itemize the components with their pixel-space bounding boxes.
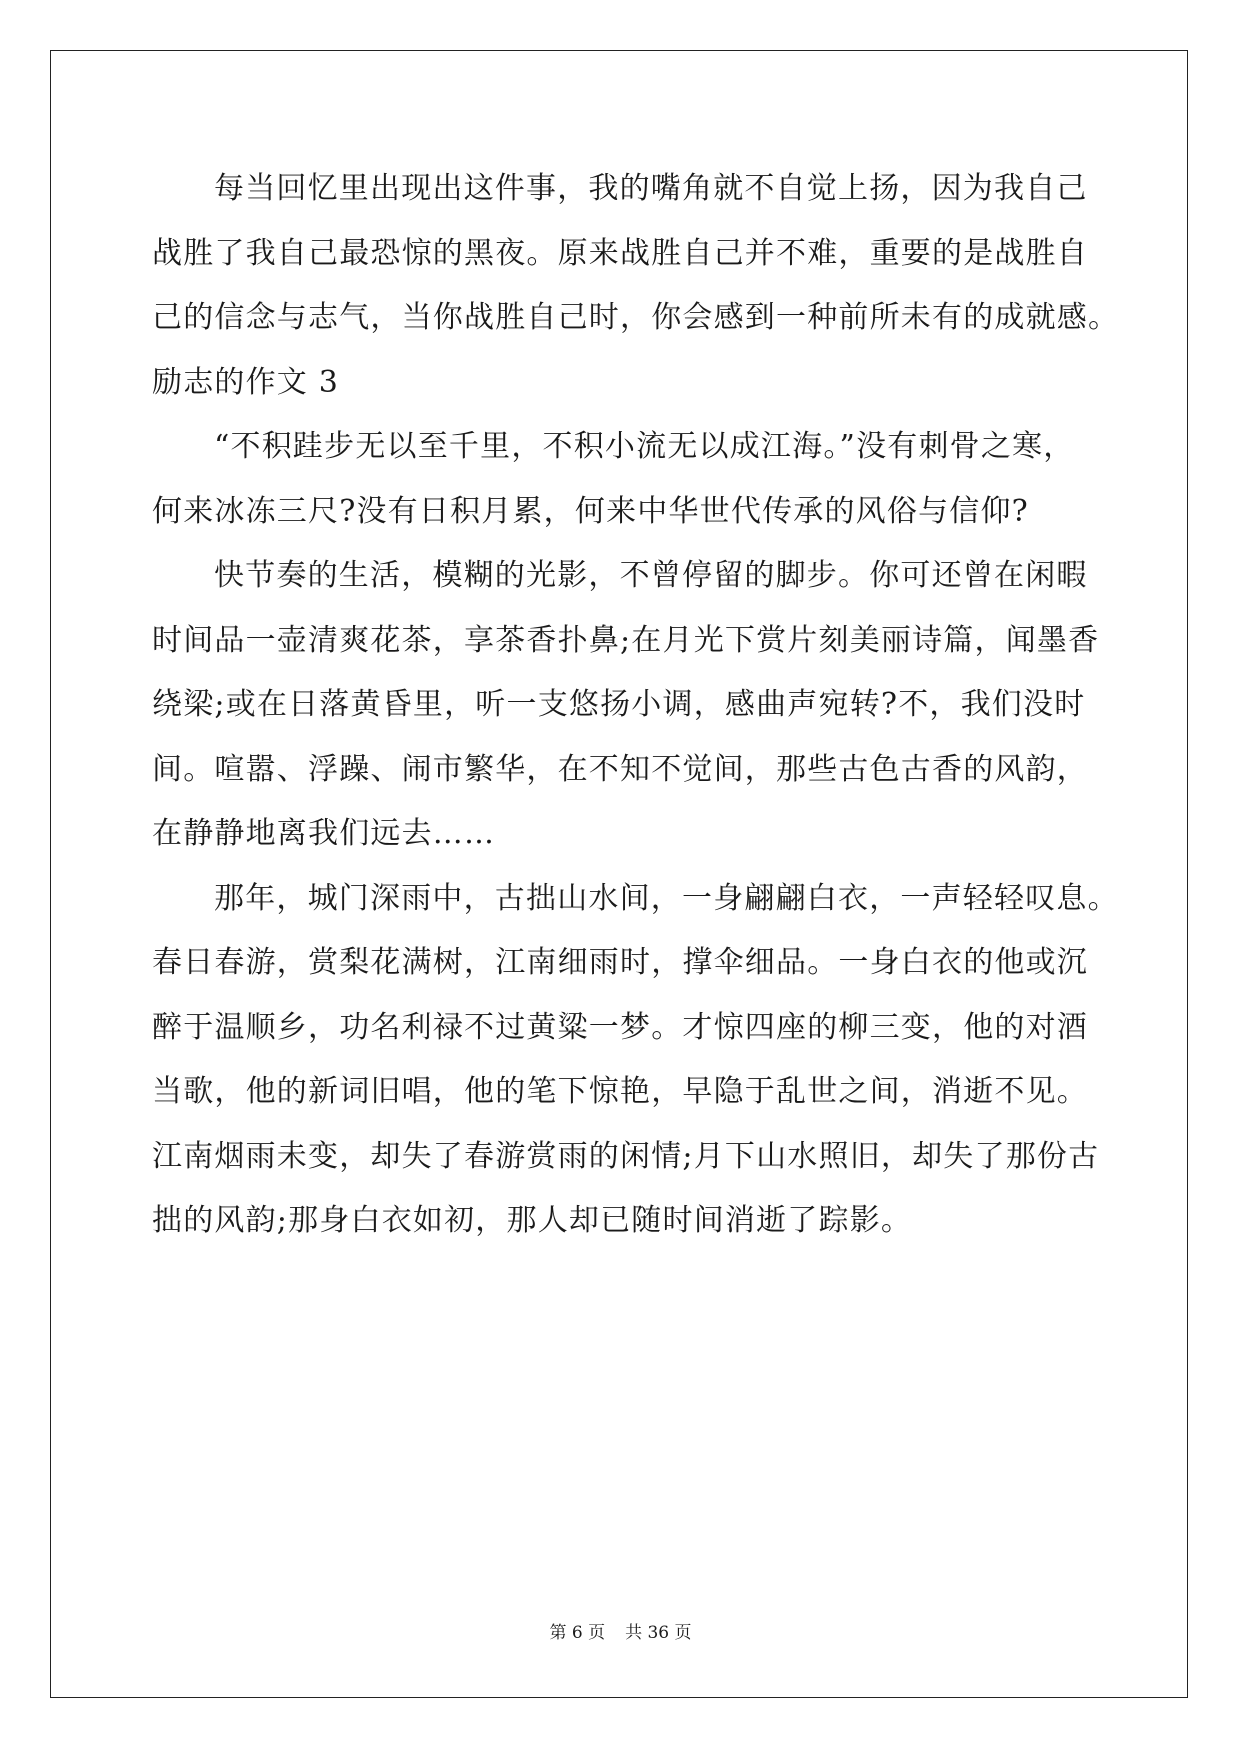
text-line: 江南烟雨未变，却失了春游赏雨的闲情;月下山水照旧，却失了那份古 (152, 1138, 1100, 1174)
text-line: 每当回忆里出现出这件事，我的嘴角就不自觉上扬，因为我自己 (214, 171, 1088, 206)
page-footer (0, 1618, 1241, 1643)
page-total: 共 36 页 (625, 1623, 692, 1643)
text-line: 何来冰冻三尺?没有日积月累，何来中华世代传承的风俗与信仰? (152, 493, 1029, 529)
page-number: 第 6 页 (549, 1623, 606, 1643)
text-line: 当歌，他的新词旧唱，他的笔下惊艳，早隐于乱世之间，消逝不见。 (152, 1074, 1088, 1109)
text-line: 绕梁;或在日落黄昏里，听一支悠扬小调，感曲声宛转?不，我们没时 (152, 687, 1086, 722)
text-line: 拙的风韵;那身白衣如初，那人却已随时间消逝了踪影。 (152, 1203, 913, 1238)
text-line: 励志的作文 3 (152, 364, 340, 400)
text-line: 醉于温顺乡，功名利禄不过黄粱一梦。才惊四座的柳三变，他的对酒 (152, 1009, 1088, 1045)
text-line: 在静静地离我们远去…… (152, 816, 496, 851)
document-body (152, 157, 1120, 1254)
text-line: 己的信念与志气，当你战胜自己时，你会感到一种前所未有的成就感。 (152, 300, 1120, 335)
text-line: “不积跬步无以至千里，不积小流无以成江海。”没有刺骨之寒， (214, 429, 1075, 464)
text-line: 时间品一壶清爽花茶，享茶香扑鼻;在月光下赏片刻美丽诗篇，闻墨香 (152, 622, 1100, 658)
text-line: 战胜了我自己最恐惊的黑夜。原来战胜自己并不难，重要的是战胜自 (152, 235, 1088, 271)
text-line: 春日春游，赏梨花满树，江南细雨时，撑伞细品。一身白衣的他或沉 (152, 945, 1088, 980)
text-line: 那年，城门深雨中，古拙山水间，一身翩翩白衣，一声轻轻叹息。 (214, 880, 1119, 916)
text-line: 间。喧嚣、浮躁、闹市繁华，在不知不觉间，那些古色古香的风韵， (152, 751, 1088, 787)
text-line: 快节奏的生活，模糊的光影，不曾停留的脚步。你可还曾在闲暇 (214, 558, 1088, 593)
